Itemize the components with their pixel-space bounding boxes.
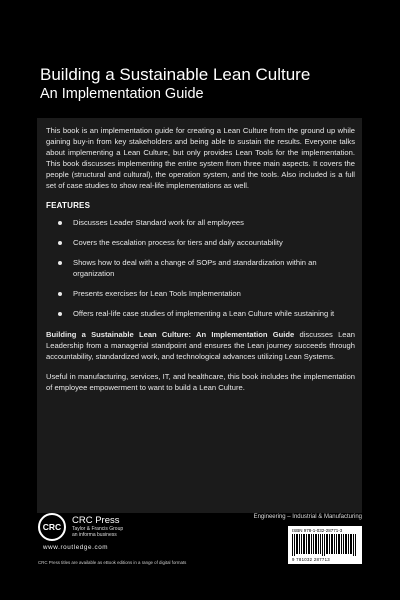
features-heading: FEATURES <box>46 201 91 210</box>
publisher-website: www.routledge.com <box>43 544 109 551</box>
bullet-icon <box>58 261 62 265</box>
feature-item: Covers the escalation process for tiers and daily accountability <box>46 237 355 248</box>
feature-item: Shows how to deal with a change of SOPs and standardization within an organization <box>46 257 355 279</box>
book-title: Building a Sustainable Lean Culture <box>40 65 311 84</box>
summary-text: Building a Sustainable Lean Culture: An Implementation Guide discusses Lean Leadership from a managerial standpoint and ensures the Lean journey succeeds through accountability, standardized work, and technological advances utilizing Lean Systems. <box>46 330 355 361</box>
barcode-bars <box>292 534 358 556</box>
feature-item: Discusses Leader Standard work for all employees <box>46 217 355 228</box>
bullet-icon <box>58 241 62 245</box>
crc-logo-text: CRC <box>42 522 62 532</box>
barcode-digits: 9 781032 287713 <box>292 557 330 562</box>
bullet-icon <box>58 292 62 296</box>
publisher-block <box>72 515 123 538</box>
publisher-name: CRC Press <box>72 515 120 526</box>
summary-bold-title: Building a Sustainable Lean Culture: An Implementation Guide <box>46 330 295 339</box>
bullet-icon <box>58 221 62 225</box>
feature-item: Offers real-life case studies of implementing a Lean Culture while sustaining it <box>46 308 355 319</box>
description-text: This book is an implementation guide for creating a Lean Culture from the ground up while gaining buy-in from key stakeholders and being able to sustain the results. Everyone talks about implementing a Lean Culture, but only provides Lean Tools for the implementation. This book discusses implementing the entire system from three main aspects. It covers the people (structural and cultural), the operation system, and the tools. Also included is a full set of case studies to show real-life implementations as well. <box>46 126 355 190</box>
feature-item: Presents exercises for Lean Tools Implementation <box>46 288 355 299</box>
crc-logo-icon <box>38 513 66 541</box>
barcode <box>288 526 362 564</box>
book-subtitle: An Implementation Guide <box>40 86 204 102</box>
category-label: Engineering – Industrial & Manufacturing <box>253 514 362 520</box>
ebook-footnote: CRC Press titles are available as eBook editions in a range of digital formats <box>38 560 187 565</box>
title-block <box>40 64 380 104</box>
features-list <box>46 217 355 319</box>
description-panel <box>37 118 362 513</box>
publisher-tagline: an informa business <box>72 532 117 538</box>
publisher-group: Taylor & Francis Group <box>72 526 124 532</box>
usefulness-text: Useful in manufacturing, services, IT, and healthcare, this book includes the implementation of employee empowerment to want to build a Lean Culture. <box>46 372 355 392</box>
bullet-icon <box>58 312 62 316</box>
isbn-text: ISBN 978-1-032-28771-3 <box>292 528 343 533</box>
